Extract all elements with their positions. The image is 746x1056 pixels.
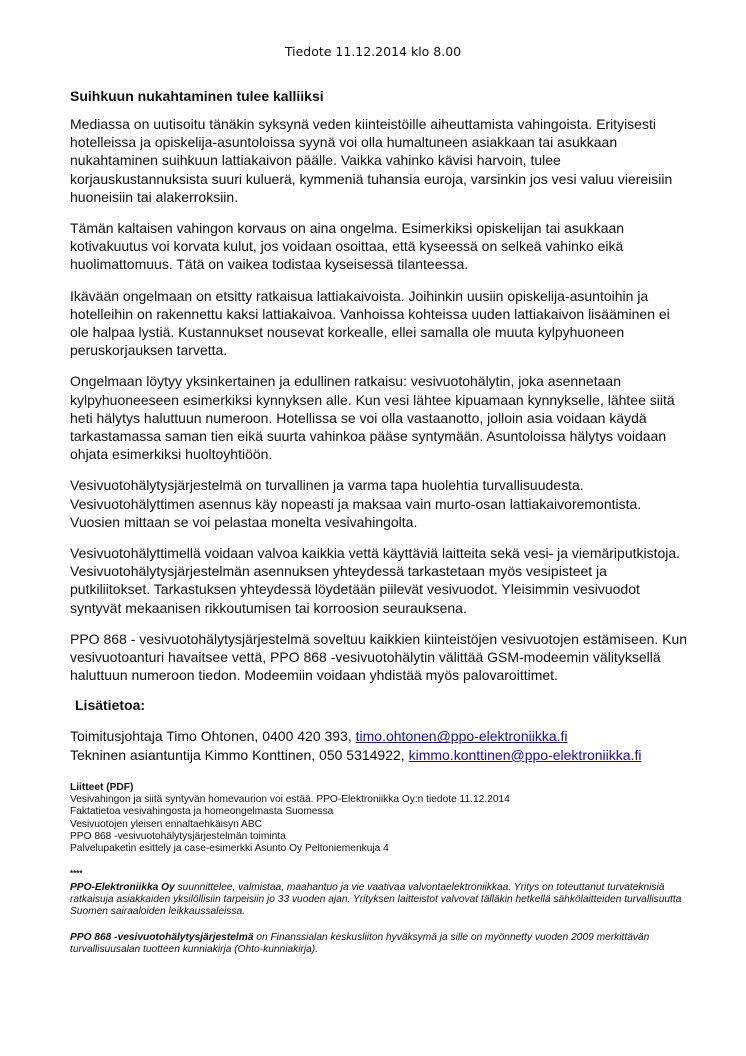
- about-text: suunnittelee, valmistaa, maahantuo ja vie vaativaa valvontaelektroniikkaa. Yritys on toteuttanut turvateknisiä ratkaisuja asiakkaiden yksilöllisiin tarpeisiin jo 33 vuoden ajan. Yrityksen laitteistot valvovat tälläkin hetkellä sähkölaitteiden turvallisuutta Suomen sairaaloiden leikkaussaleissa.: [70, 881, 682, 918]
- attachment-item: Vesivuotojen yleisen ennaltaehkäisyn ABC: [70, 818, 262, 830]
- body-paragraph: Vesivuotohälyttimellä voidaan valvoa kaikkia vettä käyttäviä laitteita sekä vesi- ja viemäriputkistoja. Vesivuotohälytysjärjestelmän asennuksen yhteydessä tarkastetaan myös vesipisteet ja putkiliitokset. Tarkastuksen yhteydessä löydetään piilevät vesivuodot. Yleisimmin vesivuodot syntyvät mekaanisen rikkoutumisen tai korroosion seurauksena.: [70, 545, 681, 616]
- attachment-item: Vesivahingon ja siitä syntyvän homevaurion voi estää. PPO-Elektroniikka Oy:n tiedote 11.12.2014: [70, 794, 510, 806]
- attachments-section: [70, 782, 690, 856]
- about-company: [70, 882, 690, 919]
- email-link-timo[interactable]: timo.ohtonen@ppo-elektroniikka.fi: [355, 728, 568, 745]
- company-boilerplate: [70, 882, 690, 956]
- body-paragraph: Ongelmaan löytyy yksinkertainen ja edullinen ratkaisu: vesivuotohälytin, joka asennetaan kylpyhuoneeseen esimerkiksi kynnyksen alle. Kun vesi lähtee kipuamaan kynnykselle, lähtee siitä heti hälytys haluttuun numeroon. Hotellissa se voi olla vastaanotto, jolloin asia voidaan käydä tarkastamassa saman tien eikä suurta vahinkoa pääse syntymään. Asuntoloissa hälytys voidaan ohjata esimerkiksi huoltoyhtiöön.: [70, 373, 675, 463]
- body-paragraph: Ikävään ongelmaan on etsitty ratkaisua lattiakaivoista. Joihinkin uusiin opiskelija-asuntoihin ja hotelleihin on rakennettu kaksi lattiakaivoa. Vanhoissa kohteissa uuden lattiakaivon lisääminen ei ole halpaa lystiä. Kustannukset nousevat korkealle, ellei samalla ole muuta kylpyhuoneen peruskorjauksen tarvetta.: [70, 287, 670, 359]
- product-name: PPO 868 -vesivuotohälytysjärjestelmä: [70, 931, 254, 943]
- attachments-title: Liitteet (PDF): [70, 781, 134, 793]
- body-paragraphs: [70, 115, 690, 684]
- press-release-dateline: Tiedote 11.12.2014 klo 8.00: [284, 44, 462, 59]
- email-link-kimmo[interactable]: kimmo.konttinen@ppo-elektroniikka.fi: [408, 746, 642, 763]
- body-paragraph: PPO 868 - vesivuotohälytysjärjestelmä soveltuu kaikkien kiinteistöjen vesivuotojen estämiseen. Kun vesivuotoanturi havaitsee vettä, PPO 868 -vesivuotohälytin välittää GSM-modeemin välityksellä haluttuun numeroon tiedon. Modeemiin voidaan yhdistää myös palovaroittimet.: [70, 630, 688, 684]
- section-separator: ****: [70, 868, 83, 878]
- attachment-item: Faktatietoa vesivahingosta ja homeongelmasta Suomessa: [70, 806, 334, 818]
- attachment-item: Palvelupaketin esittely ja case-esimerkki Asunto Oy Peltoniemenkuja 4: [70, 843, 389, 855]
- body-paragraph: Tämän kaltaisen vahingon korvaus on aina ongelma. Esimerkiksi opiskelijan tai asukkaan kotivakuutus voi korvata kulut, jos voidaan osoittaa, että kyseessä on selkeä vahinko eikä huolimattomuus. Tätä on vaikea todistaa kyseisessä tilanteessa.: [70, 220, 625, 273]
- body-paragraph: Vesivuotohälytysjärjestelmä on turvallinen ja varma tapa huolehtia turvallisuudesta. Vesivuotohälyttimen asennus käy nopeasti ja maksaa vain murto-osan lattiakaivoremontista. Vuosien mittaan se voi pelastaa monelta vesivahingolta.: [70, 477, 642, 530]
- document-body: [70, 88, 690, 969]
- company-name: PPO-Elektroniikka Oy: [70, 881, 175, 893]
- attachment-item: PPO 868 -vesivuotohälytysjärjestelmän toiminta: [70, 831, 286, 843]
- about-text: on Finanssialan keskusliiton hyväksymä ja sille on myönnetty vuoden 2009 merkittävän turvallisuusalan tuotteen kunniakirja (Ohto-kunniakirja).: [70, 931, 650, 955]
- body-paragraph: Mediassa on uutisoitu tänäkin syksynä veden kiinteistöille aiheuttamista vahingoista. Erityisesti hotelleissa ja opiskelija-asuntoloissa syynä voi olla humaltuneen asiakkaan tai asukkaan nukahtaminen suihkuun lattiakaivon päälle. Vaikka vahinko kävisi harvoin, tulee korjauskustannuksista suuri kuluerä, kymmeniä tuhansia euroja, varsinkin jos vesi valuu viereisiin huoneisiin tai alakerroksiin.: [70, 116, 673, 205]
- contact-line-expert: [70, 746, 690, 764]
- about-product: [70, 932, 690, 957]
- contact-text: Toimitusjohtaja Timo Ohtonen, 0400 420 393,: [70, 728, 356, 745]
- press-release-title: Suihkuun nukahtaminen tulee kalliiksi: [70, 88, 324, 104]
- contact-text: Tekninen asiantuntija Kimmo Konttinen, 050 5314922,: [70, 746, 409, 763]
- more-info-heading: Lisätietoa:: [75, 697, 146, 714]
- contact-line-ceo: [70, 727, 690, 745]
